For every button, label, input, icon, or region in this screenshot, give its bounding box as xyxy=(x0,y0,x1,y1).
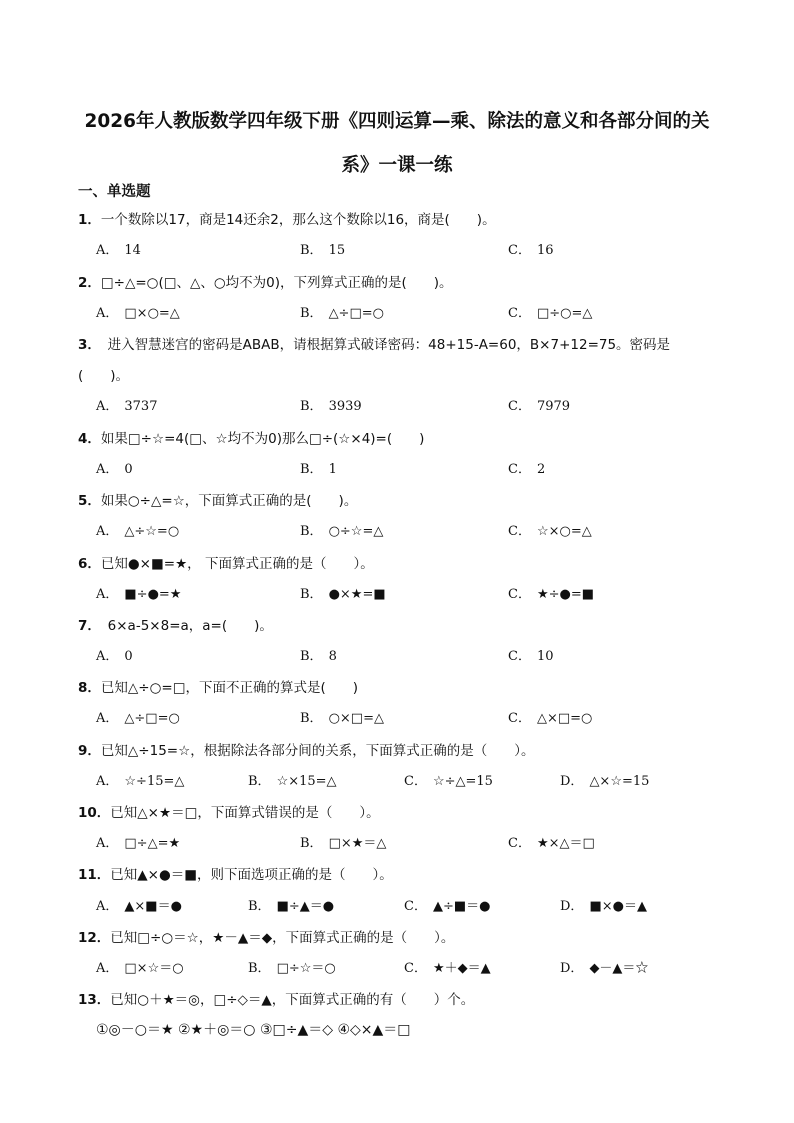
option-3b[interactable]: B． 3939 xyxy=(300,399,362,414)
question-6: 6．已知●×■=★， 下面算式正确的是（ ）。 xyxy=(78,556,374,572)
option-12d[interactable]: D． ◆－▲＝☆ xyxy=(560,961,649,976)
option-9d[interactable]: D． △×☆=15 xyxy=(560,774,650,789)
option-6c[interactable]: C． ★÷●=■ xyxy=(508,587,595,602)
title-line-1: 2026年人教版数学四年级下册《四则运算—乘、除法的意义和各部分间的关 xyxy=(84,111,710,132)
option-2c[interactable]: C． □÷○=△ xyxy=(508,306,593,321)
question-2: 2．□÷△=○(□、△、○均不为0)，下列算式正确的是( )。 xyxy=(78,275,453,291)
document-title xyxy=(70,100,724,188)
option-5b[interactable]: B． ○÷☆=△ xyxy=(300,524,384,539)
option-3c[interactable]: C． 7979 xyxy=(508,399,571,414)
option-7a[interactable]: A． 0 xyxy=(96,649,133,664)
option-2b[interactable]: B． △÷□=○ xyxy=(300,306,384,321)
option-8a[interactable]: A． △÷□=○ xyxy=(96,711,180,726)
option-10c[interactable]: C． ★×△＝□ xyxy=(508,836,595,851)
option-7c[interactable]: C． 10 xyxy=(508,649,554,664)
option-9b[interactable]: B． ☆×15=△ xyxy=(248,774,337,789)
option-7b[interactable]: B． 8 xyxy=(300,649,337,664)
option-5c[interactable]: C． ☆×○=△ xyxy=(508,524,592,539)
question-5: 5．如果○÷△=☆，下面算式正确的是( )。 xyxy=(78,493,358,509)
option-2a[interactable]: A． □×○=△ xyxy=(96,306,180,321)
option-6b[interactable]: B． ●×★=■ xyxy=(300,587,386,602)
question-9: 9．已知△÷15=☆，根据除法各部分间的关系，下面算式正确的是（ ）。 xyxy=(78,743,535,759)
option-1a[interactable]: A． 14 xyxy=(96,243,141,258)
option-9c[interactable]: C． ☆÷△=15 xyxy=(404,774,493,789)
question-10: 10．已知△×★＝□，下面算式错误的是（ ）。 xyxy=(78,805,380,821)
option-9a[interactable]: A． ☆÷15=△ xyxy=(96,774,185,789)
option-12c[interactable]: C． ★＋◆＝▲ xyxy=(404,961,491,976)
question-3-continued: ( )。 xyxy=(78,368,130,384)
option-1c[interactable]: C． 16 xyxy=(508,243,554,258)
question-4: 4．如果□÷☆=4(□、☆均不为0)那么□÷(☆×4)=( ) xyxy=(78,431,425,447)
option-5a[interactable]: A． △÷☆=○ xyxy=(96,524,180,539)
question-8: 8．已知△÷○=□，下面不正确的算式是( ) xyxy=(78,680,358,696)
question-1: 1．一个数除以17，商是14还余2，那么这个数除以16，商是( )。 xyxy=(78,212,496,228)
option-3a[interactable]: A． 3737 xyxy=(96,399,158,414)
option-11d[interactable]: D． ■×●＝▲ xyxy=(560,899,647,914)
option-11c[interactable]: C． ▲÷■＝● xyxy=(404,899,491,914)
question-11: 11．已知▲×●＝■，则下面选项正确的是（ ）。 xyxy=(78,867,393,883)
option-10a[interactable]: A． □÷△=★ xyxy=(96,836,181,851)
option-8b[interactable]: B． ○×□=△ xyxy=(300,711,384,726)
title-line-2: 系》一课一练 xyxy=(341,155,453,176)
option-4c[interactable]: C． 2 xyxy=(508,462,546,477)
question-12: 12．已知□÷○＝☆，★－▲＝◆，下面算式正确的是（ ）。 xyxy=(78,930,455,946)
option-4b[interactable]: B． 1 xyxy=(300,462,337,477)
option-6a[interactable]: A． ■÷●=★ xyxy=(96,587,182,602)
option-4a[interactable]: A． 0 xyxy=(96,462,133,477)
question-7: 7． 6×a-5×8=a，a=( )。 xyxy=(78,618,273,634)
option-11b[interactable]: B． ■÷▲＝● xyxy=(248,899,335,914)
question-13: 13．已知○＋★＝◎，□÷◇＝▲，下面算式正确的有（ ）个。 xyxy=(78,992,475,1008)
option-8c[interactable]: C． △×□=○ xyxy=(508,711,593,726)
option-10b[interactable]: B． □×★＝△ xyxy=(300,836,387,851)
option-11a[interactable]: A． ▲×■＝● xyxy=(96,899,182,914)
question-3: 3． 进入智慧迷宫的密码是ABAB，请根据算式破译密码：48+15-A=60，B×7+12=75。密码是 xyxy=(78,337,671,353)
section-heading: 一、单选题 xyxy=(78,184,151,200)
option-1b[interactable]: B． 15 xyxy=(300,243,346,258)
option-12b[interactable]: B． □÷☆＝○ xyxy=(248,961,336,976)
option-12a[interactable]: A． □×☆＝○ xyxy=(96,961,184,976)
question-13-statements: ①◎－○＝★ ②★＋◎＝○ ③□÷▲＝◇ ④◇×▲＝□ xyxy=(96,1022,411,1038)
